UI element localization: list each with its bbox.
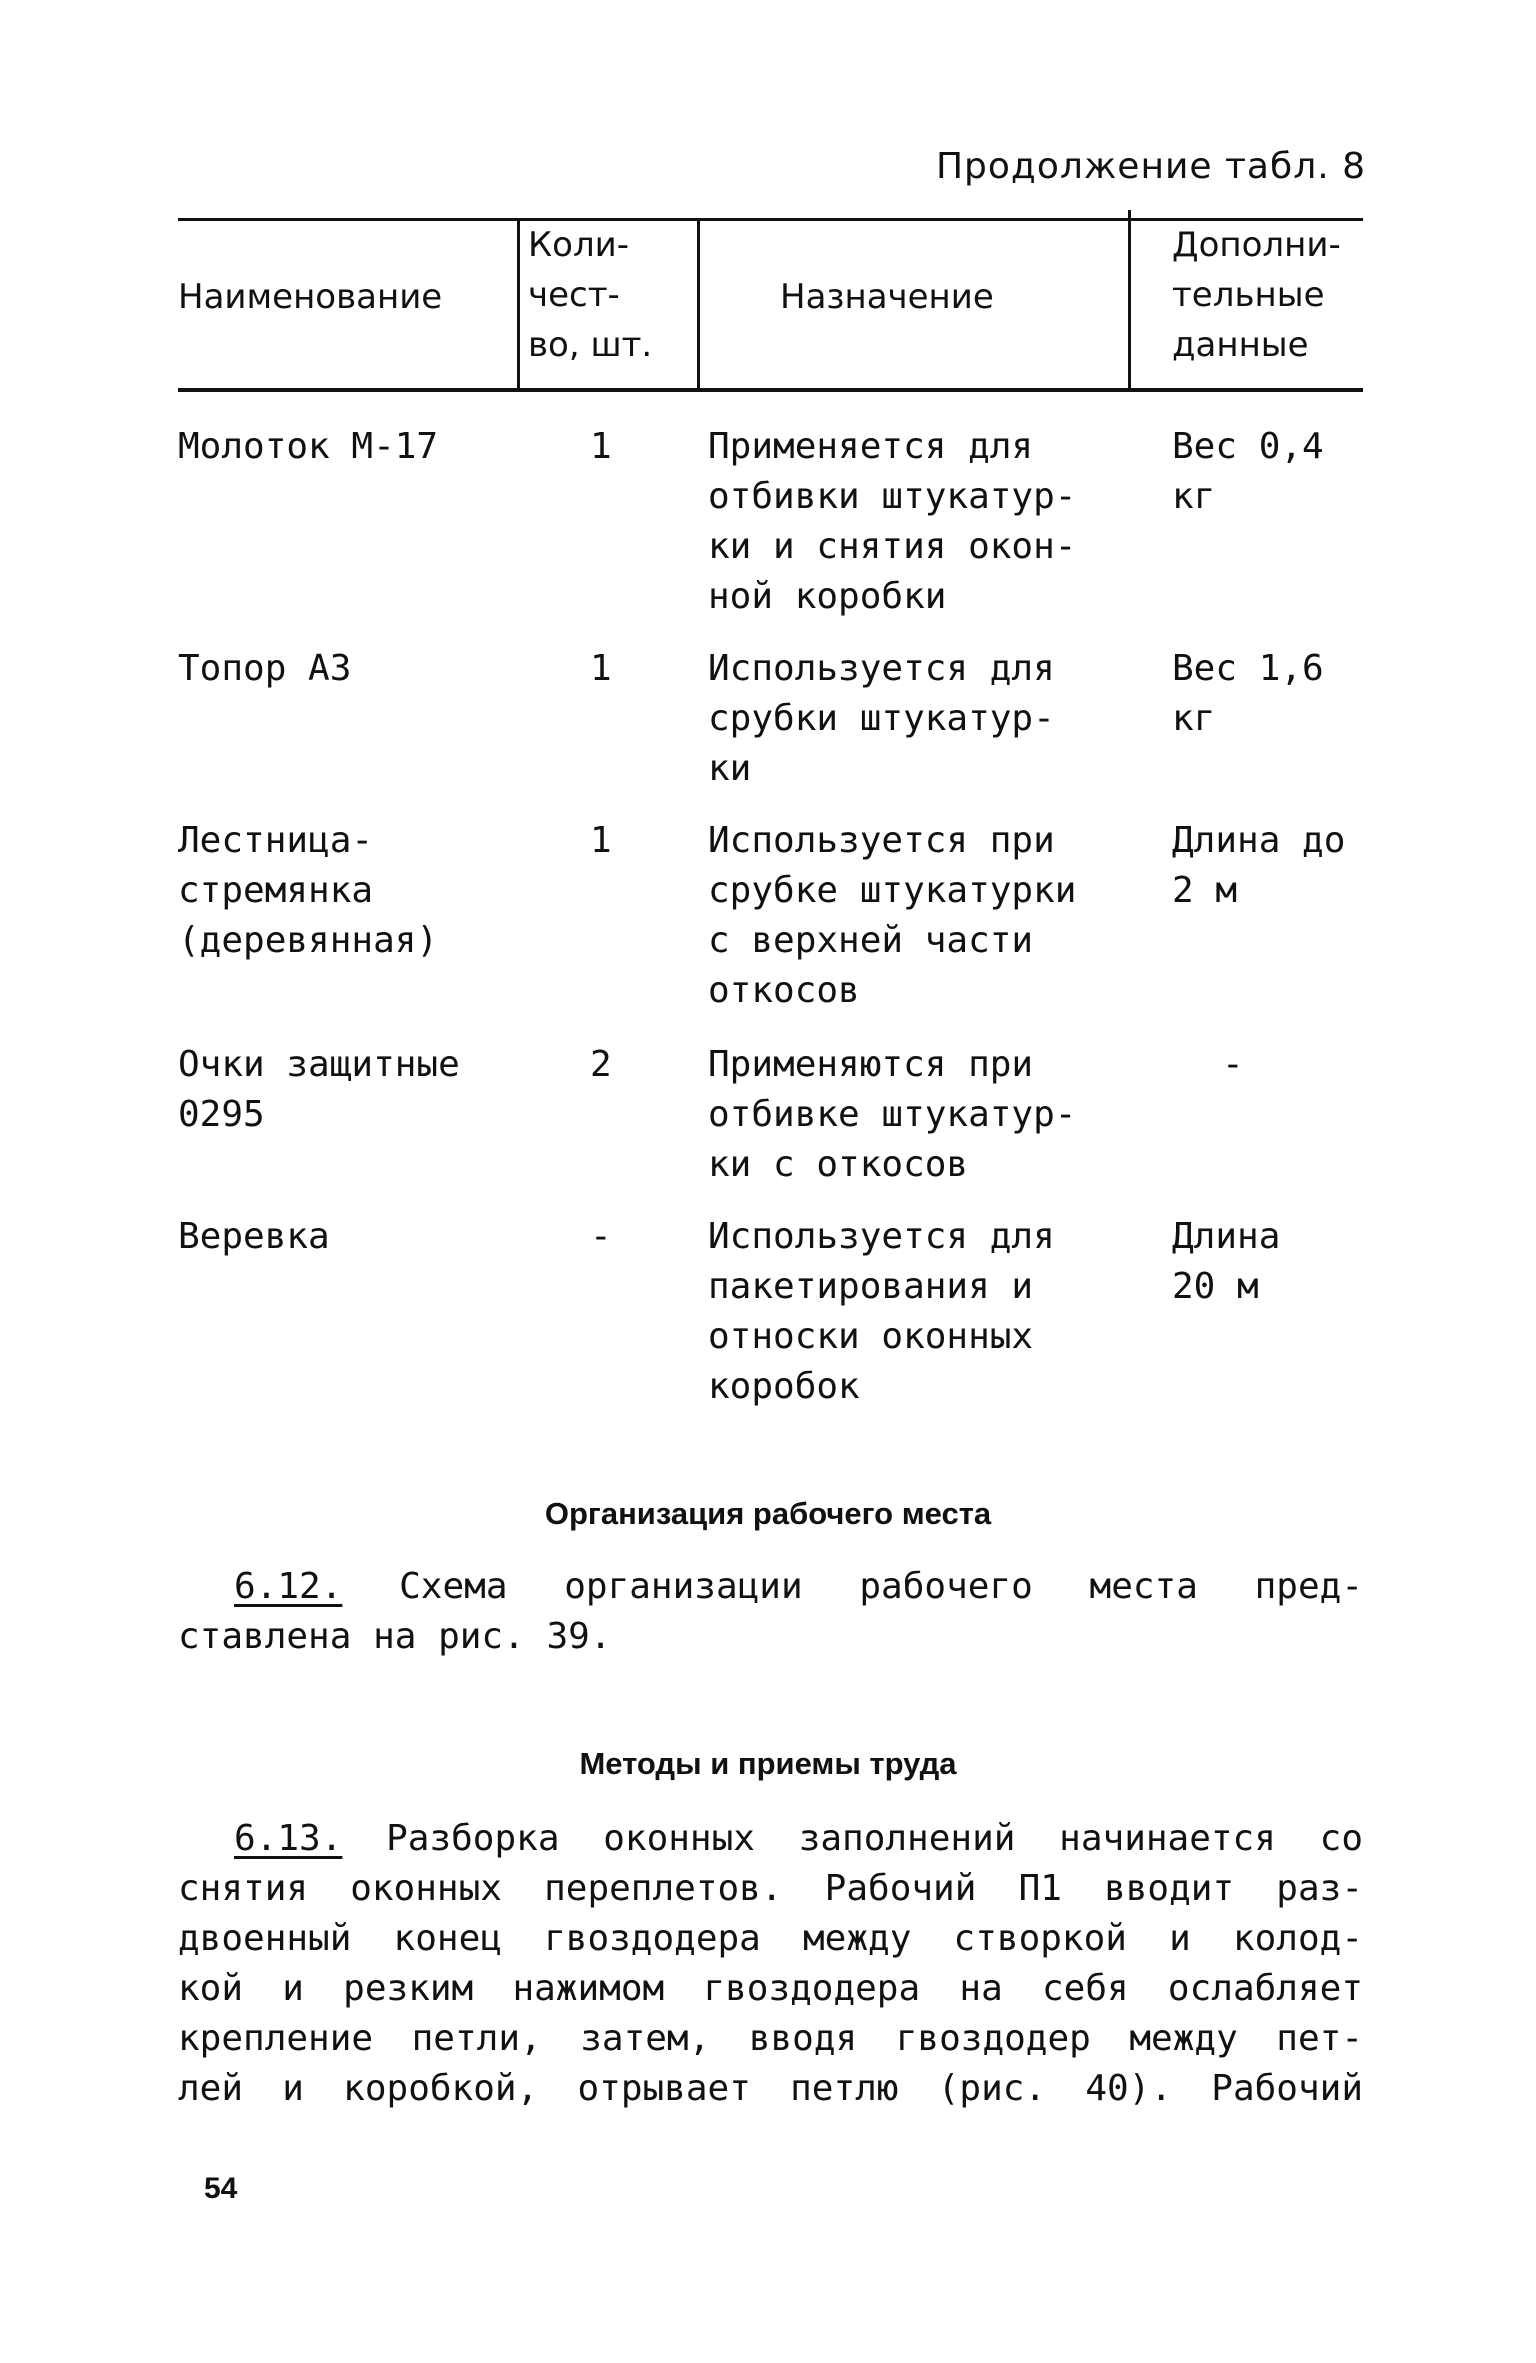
row-4-extra: - <box>1222 1044 1244 1085</box>
paragraph-line: 6.12. Схема организации рабочего места пред- <box>234 1566 1363 1607</box>
row-2-extra: Вес 1,6 кг <box>1172 648 1324 739</box>
section-title-workplace: Организация рабочего места <box>544 1496 992 1531</box>
row-2-qty: 1 <box>590 648 612 689</box>
clause-number: 6.13. <box>234 1818 343 1859</box>
row-1-name: Молоток М-17 <box>178 426 439 467</box>
paragraph-6-12 <box>178 1562 1363 1662</box>
paragraph-line: 6.13. Разборка оконных заполнений начинается со <box>234 1818 1363 1859</box>
paragraph-line: двоенный конец гвоздодера между створкой и колод- <box>178 1918 1363 1959</box>
row-4-qty: 2 <box>590 1044 612 1085</box>
table-divider-3 <box>1128 210 1131 390</box>
header-extra: Дополни- тельные данные <box>1172 225 1341 365</box>
row-5-name: Веревка <box>178 1216 330 1257</box>
row-3-extra: Длина до 2 м <box>1172 820 1346 911</box>
section-title-methods: Методы и приемы труда <box>579 1746 957 1781</box>
paragraph-6-13 <box>178 1814 1363 2114</box>
table-divider-1 <box>517 218 520 390</box>
row-5-extra: Длина 20 м <box>1172 1216 1281 1307</box>
table-divider-2 <box>697 218 700 390</box>
row-1-purpose: Применяется для отбивки штукатур- ки и снятия окон- ной коробки <box>708 426 1077 617</box>
row-3-qty: 1 <box>590 820 612 861</box>
row-2-purpose: Используется для срубки штукатур- ки <box>708 648 1055 789</box>
clause-number: 6.12. <box>234 1566 343 1607</box>
row-5-purpose: Используется для пакетирования и относки оконных коробок <box>708 1216 1055 1407</box>
paragraph-line: крепление петли, затем, вводя гвоздодер между пет- <box>178 2018 1363 2059</box>
row-2-name: Топор А3 <box>178 648 352 689</box>
row-1-extra: Вес 0,4 кг <box>1172 426 1324 517</box>
paragraph-line: снятия оконных переплетов. Рабочий П1 вводит раз- <box>178 1868 1363 1909</box>
row-1-qty: 1 <box>590 426 612 467</box>
paragraph-line: кой и резким нажимом гвоздодера на себя ослабляет <box>178 1968 1363 2009</box>
row-4-purpose: Применяются при отбивке штукатур- ки с откосов <box>708 1044 1077 1185</box>
page-number: 54 <box>204 2172 238 2205</box>
table-header-rule <box>178 388 1363 392</box>
table-caption: Продолжение табл. 8 <box>935 146 1366 187</box>
header-name: Наименование <box>178 277 443 317</box>
paragraph-line: лей и коробкой, отрывает петлю (рис. 40). Рабочий <box>178 2068 1363 2109</box>
paragraph-line: ставлена на рис. 39. <box>178 1616 612 1657</box>
row-4-name: Очки защитные 0295 <box>178 1044 460 1135</box>
row-3-name: Лестница- стремянка (деревянная) <box>178 820 439 961</box>
header-qty: Коли- чест- во, шт. <box>528 225 653 365</box>
row-5-qty: - <box>590 1216 612 1257</box>
header-purpose: Назначение <box>780 277 994 317</box>
row-3-purpose: Используется при срубке штукатурки с верхней части откосов <box>708 820 1077 1011</box>
